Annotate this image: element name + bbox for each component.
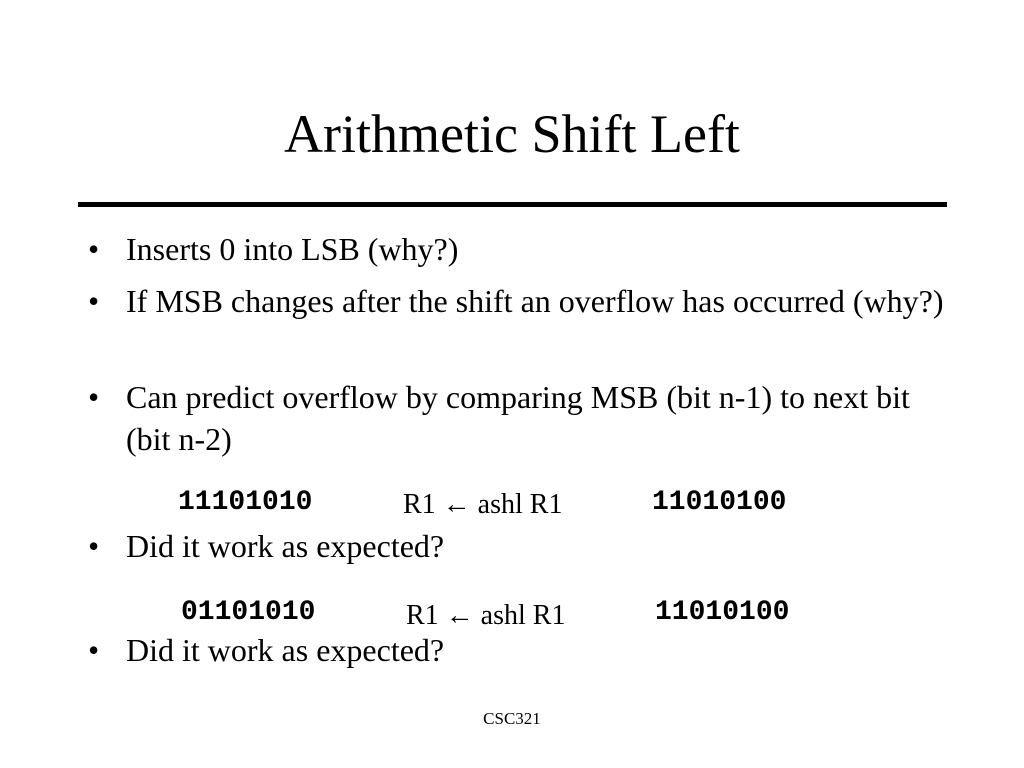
slide-title: Arithmetic Shift Left	[284, 104, 740, 164]
bullet-symbol: •	[88, 231, 100, 267]
bullet-item	[88, 280, 948, 322]
bullet-text: Did it work as expected?	[126, 528, 445, 564]
bullet-item	[88, 525, 948, 567]
bullet-text: Can predict overflow by comparing MSB (bit n-1) to next bit (bit n-2)	[126, 379, 910, 457]
slide-footer: CSC321	[483, 709, 541, 728]
example-2-output: 11010100	[655, 597, 790, 628]
bullet-text: Did it work as expected?	[126, 632, 445, 668]
bullet-symbol: •	[88, 379, 100, 415]
example-2-operation: R1 ← ashl R1	[406, 600, 566, 631]
title-divider	[78, 202, 947, 207]
bullet-text: Inserts 0 into LSB (why?)	[126, 231, 459, 267]
example-2-input: 01101010	[181, 597, 316, 628]
example-1-input: 11101010	[178, 487, 313, 518]
bullet-item	[88, 228, 948, 270]
bullet-item	[88, 376, 948, 460]
bullet-symbol: •	[88, 632, 100, 668]
example-1-output: 11010100	[652, 487, 787, 518]
example-1-operation: R1 ← ashl R1	[403, 489, 563, 520]
bullet-symbol: •	[88, 528, 100, 564]
bullet-symbol: •	[88, 283, 100, 319]
bullet-item	[88, 629, 948, 671]
bullet-text: If MSB changes after the shift an overflow has occurred (why?)	[126, 283, 944, 319]
